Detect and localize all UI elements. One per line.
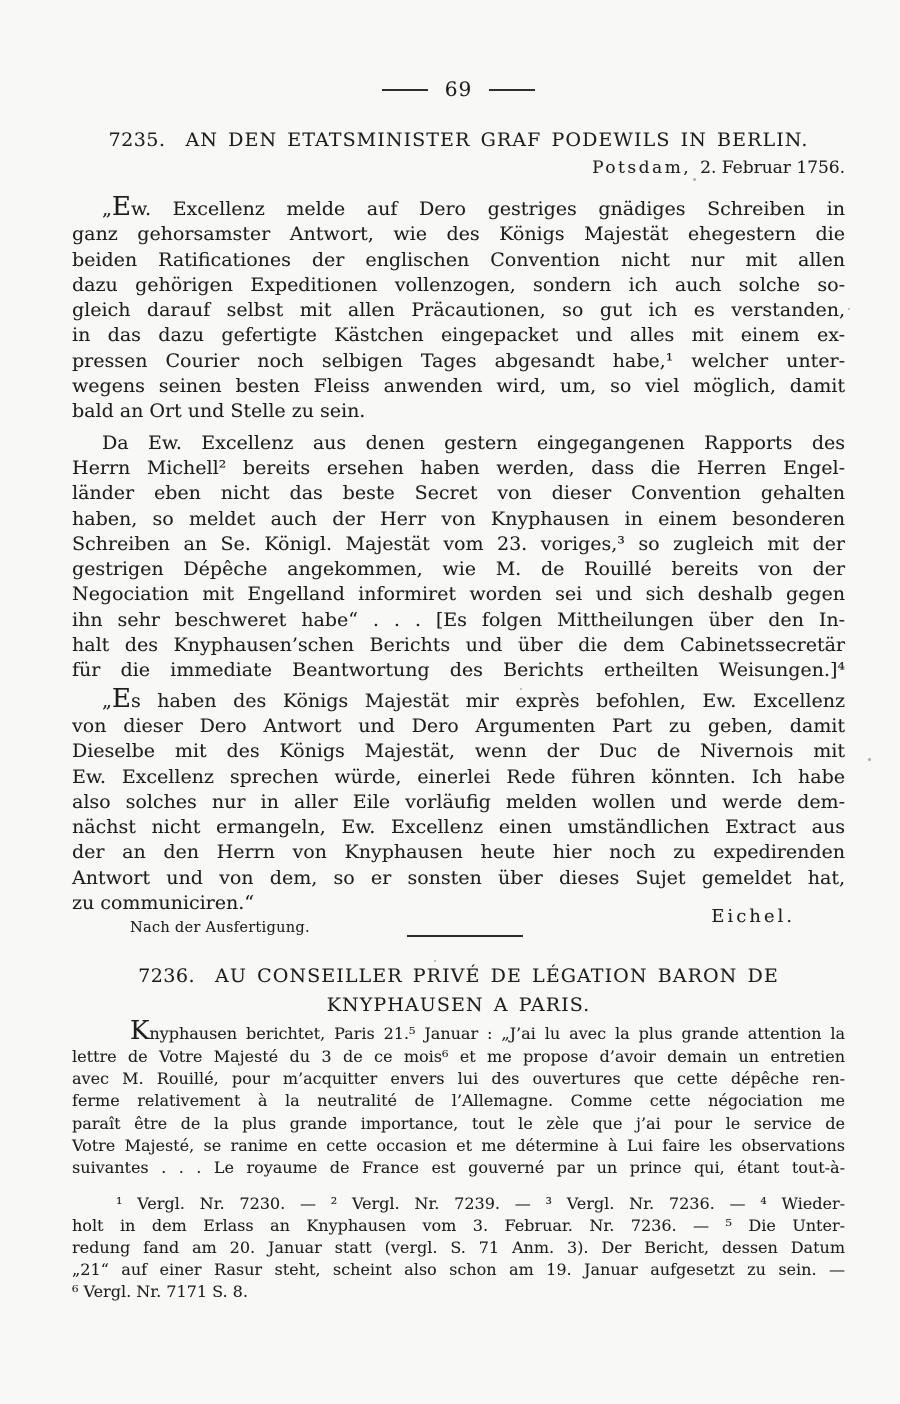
scan-speck [693,178,696,181]
text-line: also solches nur in aller Eile vorläufig melden wollen und werde dem- [72,790,845,813]
text-line: zu communiciren.“ [72,892,254,915]
text-line: von dieser Dero Antwort und Dero Argumenten Part zu geben, damit [72,714,845,737]
text-line: holt in dem Erlass an Knyphausen vom 3. Februar. Nr. 7236. — ⁵ Die Unter- [72,1216,845,1236]
header-rule-left-icon [382,89,428,91]
text-line: ¹ Vergl. Nr. 7230. — ² Vergl. Nr. 7239. — ³ Vergl. Nr. 7236. — ⁴ Wieder- [116,1194,845,1214]
document-7236-heading [72,962,845,1020]
text-line: in das dazu gefertigte Kästchen eingepacket und alles mit einem ex- [72,324,845,347]
text-line: Votre Majesté, se ranime en cette occasion et me détermine à Lui faire les observations [72,1135,845,1155]
text-line: bald an Ort und Stelle zu sein. [72,400,366,423]
document-7235 [72,128,845,952]
text-line: länder eben nicht das beste Secret von dieser Convention gehalten [72,482,845,505]
text-line: ⁶ Vergl. Nr. 7171 S. 8. [72,1281,248,1301]
text-line: Knyphausen berichtet, Paris 21.⁵ Januar : „J’ai lu avec la plus grande attention la [130,1016,845,1047]
text-line: beiden Ratificationes der englischen Convention nicht nur mit allen [72,248,845,271]
signature-block [72,906,845,952]
text-line: ihn sehr beschweret habe“ . . . [Es folgen Mittheilungen über den In- [72,608,845,631]
document-title: AU CONSEILLER PRIVÉ DE LÉGATION BARON DE [215,965,779,988]
page-number: 69 [444,77,473,101]
dateline [72,157,855,179]
text-line: paraît être de la plus grande importance, tout le zèle que j’ai pour le service de [72,1113,845,1133]
document-7235-heading [72,128,845,153]
text-line: Ew. Excellenz sprechen würde, einerlei Rede führen könnten. Ich habe [72,765,845,788]
text-line: Negociation mit Engelland informiret worden sei und sich deshalb gegen [72,583,845,606]
text-line: lettre de Votre Majesté du 3 de ce mois⁶ et me propose d’avoir demain un entretien [72,1046,845,1066]
text-line: dazu gehörigen Expeditionen vollenzogen, sondern ich auch solche so- [72,273,845,296]
text-line: „Es haben des Königs Majestät mir exprès befohlen, Ew. Excellenz [102,683,845,714]
footnotes [72,1193,845,1302]
dateline-date: 2. Februar 1756. [700,158,845,178]
document-number: 7236. [138,965,196,988]
section-divider [407,935,523,937]
enlarged-initial: K [130,1016,150,1047]
text-line: für die immediate Beantwortung des Berichts ertheilten Weisungen.]⁴ [72,659,845,682]
text-line: redung fand am 20. Januar statt (vergl. S. 71 Anm. 3). Der Bericht, dessen Datum [72,1237,845,1257]
document-number: 7235. [108,129,166,151]
scan-speck [434,960,436,962]
header-rule-right-icon [489,89,535,91]
scan-speck [868,758,871,761]
document-title: AN DEN ETATSMINISTER GRAF PODEWILS IN BERLIN. [185,129,809,151]
text-line: ganz gehorsamster Antwort, wie des Königs Majestät ehegestern die [72,223,845,246]
page-header [72,78,845,100]
text-line: halt des Knyphausen’schen Berichts und über die dem Cabinetssecretär [72,634,845,657]
text-line: Da Ew. Excellenz aus denen gestern eingegangenen Rapports des [102,431,845,454]
text-line: wegens seinen besten Fleiss anwenden wird, um, so viel möglich, damit [72,375,845,398]
text-line: Herrn Michell² bereits ersehen haben werden, dass die Herren Engel- [72,456,845,479]
enlarged-initial: E [111,683,131,714]
text-line: Dieselbe mit des Königs Majestät, wenn der Duc de Nivernois mit [72,740,845,763]
paragraph-2 [72,431,845,684]
text-line: pressen Courier noch selbigen Tages abgesandt habe,¹ welcher unter- [72,349,845,372]
text-line: avec M. Rouillé, pour m’acquitter envers lui des ouvertures que cette dépêche ren- [72,1068,845,1088]
signature: Eichel. [711,906,795,928]
text-line: gleich darauf selbst mit allen Präcautionen, so gut ich es verstanden, [72,299,845,322]
dateline-place: Potsdam, [592,158,692,178]
text-line: nächst nicht ermangeln, Ew. Excellenz einen umständlichen Extract aus [72,816,845,839]
document-7236 [72,962,845,1179]
text-line: „21“ auf einer Rasur steht, scheint also schon am 19. Januar aufgesetzt zu sein. — [72,1259,845,1279]
paragraph-1 [72,192,845,425]
text-line: Antwort und von dem, so er sonsten über dieses Sujet gemeldet hat, [72,866,845,889]
document-title-line-1 [72,962,845,991]
text-line: ferme relativement à la neutralité de l’Allemagne. Comme cette négociation me [72,1091,845,1111]
text-line: suivantes . . . Le royaume de France est gouverné par un prince qui, étant tout-à- [72,1158,845,1178]
text-line: der an den Herrn von Knyphausen heute hier noch zu expedirenden [72,841,845,864]
report-excerpt-paragraph [72,1016,845,1179]
text-line: haben, so meldet auch der Herr von Knyphausen in einem besonderen [72,507,845,530]
text-line: Schreiben an Se. Königl. Majestät vom 23. voriges,³ so zugleich mit der [72,532,845,555]
document-title-line-2: KNYPHAUSEN A PARIS. [326,994,591,1017]
text-line: „Ew. Excellenz melde auf Dero gestriges gnädiges Schreiben in [102,192,845,222]
paragraph-3 [72,683,845,917]
scan-speck [520,688,522,690]
source-note: Nach der Ausfertigung. [130,920,310,937]
scan-speck [848,308,850,310]
text-line: gestrigen Dépêche angekommen, wie M. de Rouillé bereits von der [72,558,845,581]
enlarged-initial: E [111,192,131,222]
